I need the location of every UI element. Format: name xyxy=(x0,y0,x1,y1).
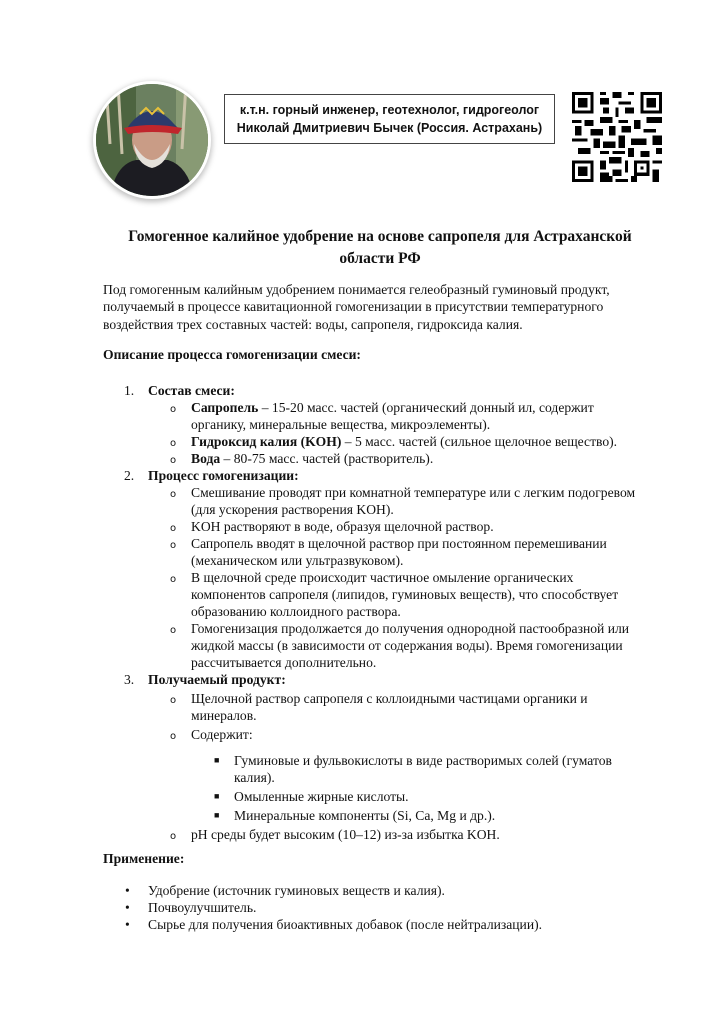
document-title xyxy=(100,226,660,270)
title-line-2: области РФ xyxy=(339,250,421,267)
list-item xyxy=(0,535,724,569)
square-bullet-icon: ■ xyxy=(214,810,220,820)
list-item xyxy=(0,518,724,535)
list-item xyxy=(0,690,724,724)
item-text: Сырье для получения биоактивных добавок (после нейтрализации). xyxy=(148,917,543,932)
list-item xyxy=(0,433,724,450)
list-number: 1. xyxy=(124,383,135,398)
list-item-homogenization xyxy=(0,467,724,484)
list-number: 2. xyxy=(124,468,135,483)
list-item xyxy=(0,826,724,843)
list-item xyxy=(0,620,724,671)
square-bullet-icon: ■ xyxy=(214,791,220,801)
item-text: (для ускорения растворения KOH). xyxy=(191,502,394,517)
applications-list xyxy=(0,882,542,933)
section-heading: Состав смеси: xyxy=(148,383,235,398)
list-item xyxy=(0,916,542,933)
intro-line: Под гомогенным калийным удобрением понимается гелеобразный гуминовый продукт, xyxy=(103,282,610,297)
item-text: – 80-75 масс. частей (растворитель). xyxy=(220,451,434,466)
item-text: Удобрение (источник гуминовых веществ и калия). xyxy=(148,883,445,898)
item-text: Минеральные компоненты (Si, Ca, Mg и др.). xyxy=(234,808,496,823)
item-text: рассчитывается дополнительно. xyxy=(191,655,377,670)
circle-bullet-icon: o xyxy=(170,574,177,585)
circle-bullet-icon: o xyxy=(170,523,177,534)
item-text: Щелочной раствор сапропеля с коллоидными частицами органики и xyxy=(191,691,588,706)
author-photo xyxy=(96,84,208,196)
intro-line: получаемый в процессе кавитационной гомогенизации в присутствии температурного xyxy=(103,299,604,315)
list-item xyxy=(0,726,724,743)
list-item-product xyxy=(0,671,724,688)
item-text: KOH растворяют в воде, образуя щелочной раствор. xyxy=(191,519,494,534)
list-item xyxy=(0,399,724,433)
author-info-box xyxy=(224,94,555,144)
item-text: – 5 масс. частей (сильное щелочное вещество). xyxy=(341,434,618,449)
component-name: Гидроксид калия (KOH) xyxy=(191,434,342,449)
bullet-icon: • xyxy=(125,900,130,915)
list-item xyxy=(0,569,724,620)
circle-bullet-icon: o xyxy=(170,831,177,842)
component-name: Сапропель xyxy=(191,400,259,415)
bullet-icon: • xyxy=(125,883,130,898)
list-item-composition xyxy=(0,382,724,399)
item-text: Сапропель вводят в щелочной раствор при постоянном перемешивании xyxy=(191,536,607,551)
item-text: жидкой массы (в зависимости от содержания воды). Время гомогенизации xyxy=(191,638,623,653)
item-text: Почвоулучшитель. xyxy=(148,900,257,915)
item-text: Омыленные жирные кислоты. xyxy=(234,789,409,804)
item-text: калия). xyxy=(234,770,275,785)
list-item xyxy=(0,899,542,916)
intro-line: воздействия трех составных частей: воды, сапропеля, гидроксида калия. xyxy=(103,316,523,332)
circle-bullet-icon: o xyxy=(170,695,177,706)
item-text: Смешивание проводят при комнатной температуре или с легким подогревом xyxy=(191,485,636,500)
section-heading: Процесс гомогенизации: xyxy=(148,468,299,483)
list-item xyxy=(0,882,542,899)
item-text: образованию коллоидного раствора. xyxy=(191,604,401,619)
item-text: минералов. xyxy=(191,708,257,723)
item-text: компонентов сапропеля (липидов, гуминовых веществ), что способствует xyxy=(191,587,619,602)
author-name: Николай Дмитриевич Бычек (Россия. Астрахань) xyxy=(236,121,543,135)
process-list xyxy=(0,382,724,843)
component-name: Вода xyxy=(191,451,221,466)
list-item xyxy=(0,807,724,824)
list-item xyxy=(0,788,724,805)
circle-bullet-icon: o xyxy=(170,404,177,415)
circle-bullet-icon: o xyxy=(170,438,177,449)
item-text: – 15-20 масс. частей (органический донный ил, содержит xyxy=(258,400,594,415)
list-number: 3. xyxy=(124,672,135,687)
list-item xyxy=(0,752,724,786)
item-text: Гомогенизация продолжается до получения однородной пастообразной или xyxy=(191,621,630,636)
circle-bullet-icon: o xyxy=(170,489,177,500)
list-item xyxy=(0,484,724,518)
circle-bullet-icon: o xyxy=(170,455,177,466)
item-text: (механическом или ультразвуковом). xyxy=(191,553,404,568)
circle-bullet-icon: o xyxy=(170,540,177,551)
item-text: pH среды будет высоким (10–12) из-за избытка KOH. xyxy=(191,827,500,842)
title-line-1: Гомогенное калийное удобрение на основе сапропеля для Астраханской xyxy=(128,228,632,245)
list-item xyxy=(0,450,724,467)
item-text: Гуминовые и фульвокислоты в виде растворимых солей (гуматов xyxy=(234,753,612,768)
process-description-heading: Описание процесса гомогенизации смеси: xyxy=(103,347,361,362)
item-text: органику, минеральные вещества, микроэлементы). xyxy=(191,417,491,432)
circle-bullet-icon: o xyxy=(170,731,177,742)
circle-bullet-icon: o xyxy=(170,625,177,636)
item-text: В щелочной среде происходит частичное омыление органических xyxy=(191,570,574,585)
intro-paragraph xyxy=(103,281,663,333)
author-credentials: к.т.н. горный инженер, геотехнолог, гидрогеолог xyxy=(239,103,540,117)
applications-heading: Применение: xyxy=(103,851,185,866)
section-heading: Получаемый продукт: xyxy=(148,672,286,687)
qr-code-icon xyxy=(572,92,662,182)
item-text: Содержит: xyxy=(191,727,253,742)
square-bullet-icon: ■ xyxy=(214,755,220,765)
bullet-icon: • xyxy=(125,917,130,932)
